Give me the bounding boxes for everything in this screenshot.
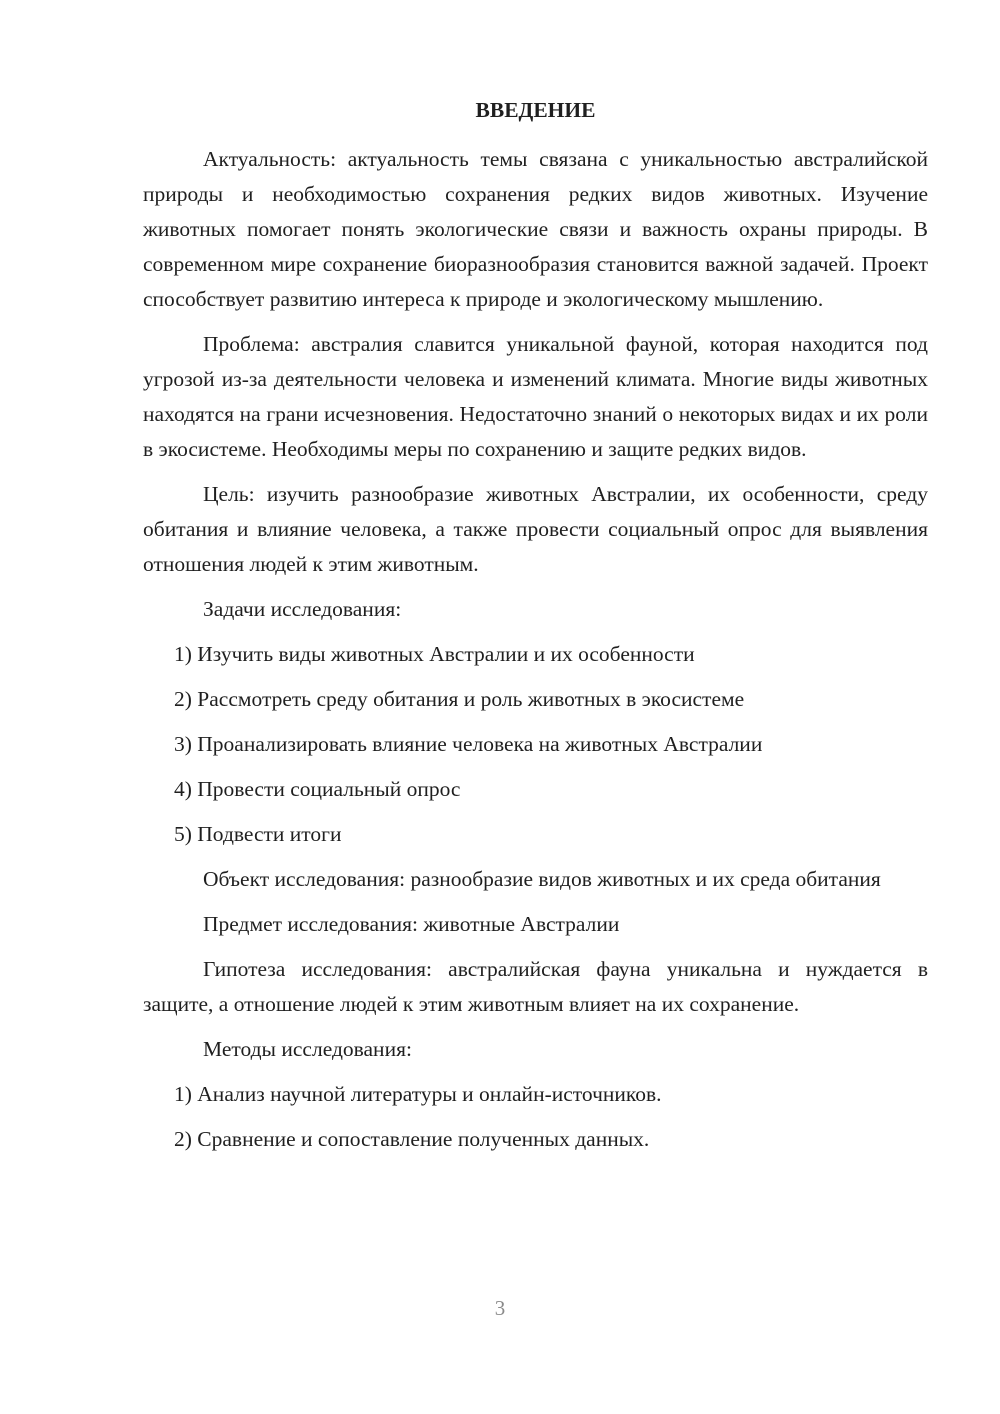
task-item: 3) Проанализировать влияние человека на животных Австралии: [174, 732, 763, 756]
task-item: 1) Изучить виды животных Австралии и их особенности: [174, 642, 695, 666]
subject-paragraph: Предмет исследования: животные Австралии: [203, 912, 620, 936]
hypothesis-paragraph: Гипотеза исследования: австралийская фауна уникальна и нуждается в защите, а отношение людей к этим животным влияет на их сохранение.: [143, 957, 928, 1016]
relevance-paragraph: Актуальность: актуальность темы связана с уникальностью австралийской природы и необходимостью сохранения редких видов животных. Изучение животных помогает понять экологические связи и важность охраны природы. В современном мире сохранение биоразнообразия становится важной задачей. Проект способствует развитию интереса к природе и экологическому мышлению.: [143, 147, 928, 311]
method-item: 1) Анализ научной литературы и онлайн-источников.: [174, 1082, 662, 1106]
methods-heading: Методы исследования:: [203, 1037, 412, 1061]
document-page: [143, 92, 928, 1167]
page-number: 3: [494, 1296, 506, 1320]
section-title: ВВЕДЕНИЕ: [475, 98, 596, 122]
task-item: 2) Рассмотреть среду обитания и роль животных в экосистеме: [174, 687, 745, 711]
goal-paragraph: Цель: изучить разнообразие животных Австралии, их особенности, среду обитания и влияние человека, а также провести социальный опрос для выявления отношения людей к этим животным.: [143, 482, 928, 576]
method-item: 2) Сравнение и сопоставление полученных данных.: [174, 1127, 650, 1151]
object-paragraph: Объект исследования: разнообразие видов животных и их среда обитания: [203, 867, 881, 891]
problem-paragraph: Проблема: австралия славится уникальной фауной, которая находится под угрозой из-за деятельности человека и изменений климата. Многие виды животных находятся на грани исчезновения. Недостаточно знаний о некоторых видах и их роли в экосистеме. Необходимы меры по сохранению и защите редких видов.: [143, 332, 928, 461]
task-item: 5) Подвести итоги: [174, 822, 342, 846]
task-item: 4) Провести социальный опрос: [174, 777, 461, 801]
tasks-heading: Задачи исследования:: [203, 597, 402, 621]
